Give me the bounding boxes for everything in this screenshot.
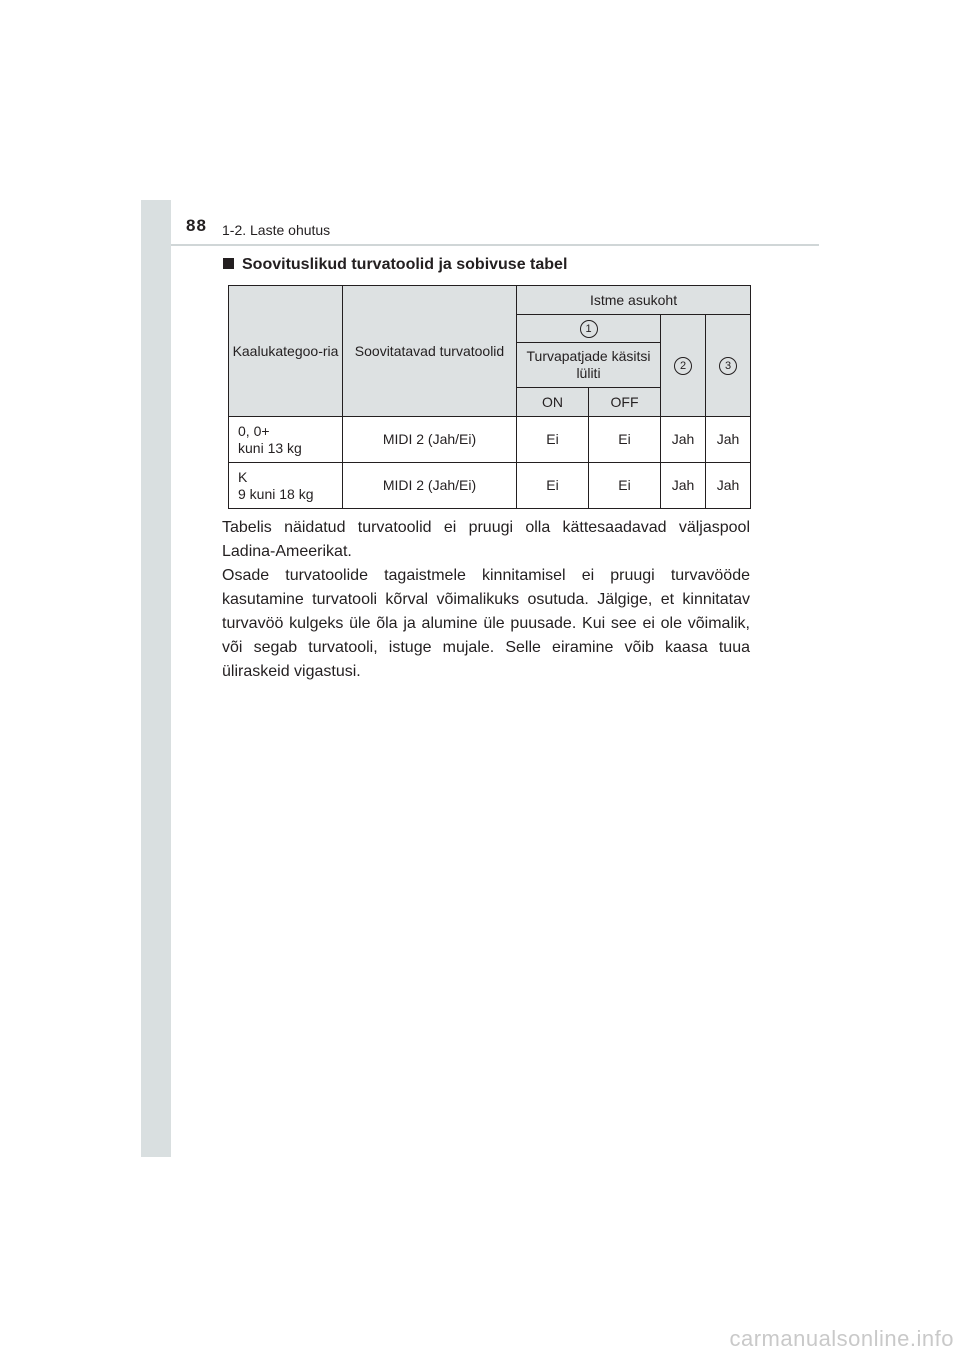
paragraph-seatbelt-warning: Osade turvatoolide tagaistmele kinnitamisel ei pruugi turvavööde kasutamine turvatooli kõrval võimalikuks osutuda. Jälgige, et kinnitatav turvavöö kulgeks üle õla ja alumine üle puusade. Kui see ei ole võimalik, või segab turvatooli, istuge mujale. Selle eiramine võib kaasa tuua üliraskeid vigastusi. xyxy=(222,567,750,680)
square-bullet-icon xyxy=(223,258,234,269)
header-position-3 xyxy=(706,315,751,417)
compatibility-table xyxy=(228,285,751,509)
header-recommended-seats: Soovitatavad turvatoolid xyxy=(343,286,517,417)
page-number: 88 xyxy=(186,216,207,235)
header-off: OFF xyxy=(589,388,661,417)
header-position-1 xyxy=(517,315,661,343)
weight-cell: 0, 0+ kuni 13 kg xyxy=(229,417,343,463)
seat-cell: MIDI 2 (Jah/Ei) xyxy=(343,463,517,509)
cell-p1-on: Ei xyxy=(517,463,589,509)
weight-cell: K 9 kuni 18 kg xyxy=(229,463,343,509)
table-row xyxy=(229,463,751,509)
watermark: carmanualsonline.info xyxy=(729,1326,954,1351)
cell-p3: Jah xyxy=(706,417,751,463)
header-position-2 xyxy=(661,315,706,417)
cell-p3: Jah xyxy=(706,463,751,509)
paragraph-availability: Tabelis näidatud turvatoolid ei pruugi olla kättesaadavad väljaspool Ladina-Ameerikat. xyxy=(222,519,750,560)
position-1-icon: 1 xyxy=(580,320,598,338)
header-weight-category: Kaalukategoo-ria xyxy=(229,286,343,417)
header-airbag-switch: Turvapatjade käsitsi lüliti xyxy=(517,343,661,388)
cell-p1-on: Ei xyxy=(517,417,589,463)
section-title: Soovituslikud turvatoolid ja sobivuse tabel xyxy=(242,256,568,273)
section-heading xyxy=(223,256,567,274)
sidebar-tab xyxy=(141,200,171,1157)
cell-p2: Jah xyxy=(661,463,706,509)
position-3-icon: 3 xyxy=(719,357,737,375)
cell-p1-off: Ei xyxy=(589,463,661,509)
header-on: ON xyxy=(517,388,589,417)
header-divider xyxy=(171,244,819,246)
position-2-icon: 2 xyxy=(674,357,692,375)
cell-p2: Jah xyxy=(661,417,706,463)
chapter-title: 1-2. Laste ohutus xyxy=(222,222,331,238)
table-row xyxy=(229,417,751,463)
header-seat-position: Istme asukoht xyxy=(517,286,751,315)
seat-cell: MIDI 2 (Jah/Ei) xyxy=(343,417,517,463)
cell-p1-off: Ei xyxy=(589,417,661,463)
